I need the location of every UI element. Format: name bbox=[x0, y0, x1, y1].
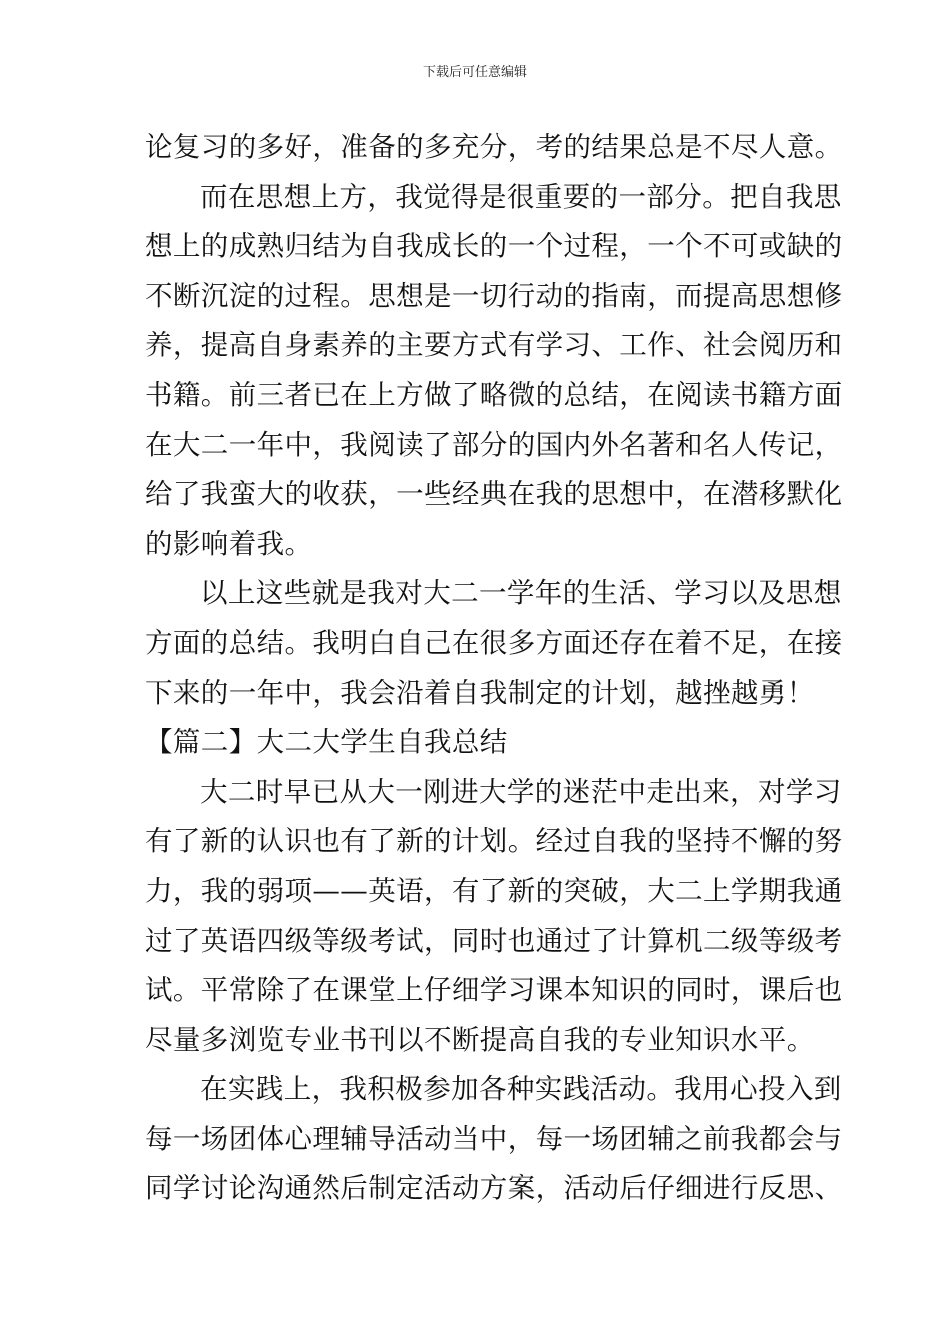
section-heading: 【篇二】大二大学生自我总结 bbox=[145, 726, 508, 759]
text-line: 而在思想上方，我觉得是很重要的一部分。把自我思 bbox=[200, 180, 842, 213]
text-line: 论复习的多好，准备的多充分，考的结果总是不尽人意。 bbox=[145, 131, 843, 163]
text-line: 在大二一年中，我阅读了部分的国内外名著和名人传记， bbox=[145, 428, 843, 461]
text-line: 同学讨论沟通然后制定活动方案，活动后仔细进行反思、 bbox=[145, 1172, 843, 1205]
page-header: 下载后可任意编辑 bbox=[422, 65, 527, 80]
text-line: 以上这些就是我对大二一学年的生活、学习以及思想 bbox=[200, 577, 842, 610]
text-line: 想上的成熟归结为自我成长的一个过程，一个不可或缺的 bbox=[145, 230, 843, 263]
text-line: 力，我的弱项——英语，有了新的突破，大二上学期我通 bbox=[145, 874, 843, 907]
text-line: 下来的一年中，我会沿着自我制定的计划，越挫越勇！ bbox=[145, 676, 815, 709]
text-line: 书籍。前三者已在上方做了略微的总结，在阅读书籍方面 bbox=[145, 378, 843, 411]
text-line: 在实践上，我积极参加各种实践活动。我用心投入到 bbox=[200, 1073, 842, 1106]
text-line: 过了英语四级等级考试，同时也通过了计算机二级等级考 bbox=[145, 924, 843, 957]
text-line: 有了新的认识也有了新的计划。经过自我的坚持不懈的努 bbox=[145, 825, 843, 858]
text-line: 大二时早已从大一刚进大学的迷茫中走出来，对学习 bbox=[200, 775, 842, 808]
text-line: 每一场团体心理辅导活动当中，每一场团辅之前我都会与 bbox=[145, 1122, 843, 1155]
text-line: 方面的总结。我明白自己在很多方面还存在着不足，在接 bbox=[145, 626, 843, 659]
document-body bbox=[145, 123, 843, 1214]
text-line: 给了我蛮大的收获，一些经典在我的思想中，在潜移默化 bbox=[145, 478, 843, 511]
text-line: 的影响着我。 bbox=[145, 527, 313, 560]
text-line: 试。平常除了在课堂上仔细学习课本知识的同时，课后也 bbox=[145, 974, 843, 1007]
text-line: 不断沉淀的过程。思想是一切行动的指南，而提高思想修 bbox=[145, 279, 843, 312]
text-line: 尽量多浏览专业书刊以不断提高自我的专业知识水平。 bbox=[145, 1023, 815, 1056]
text-line: 养，提高自身素养的主要方式有学习、工作、社会阅历和 bbox=[145, 329, 843, 362]
